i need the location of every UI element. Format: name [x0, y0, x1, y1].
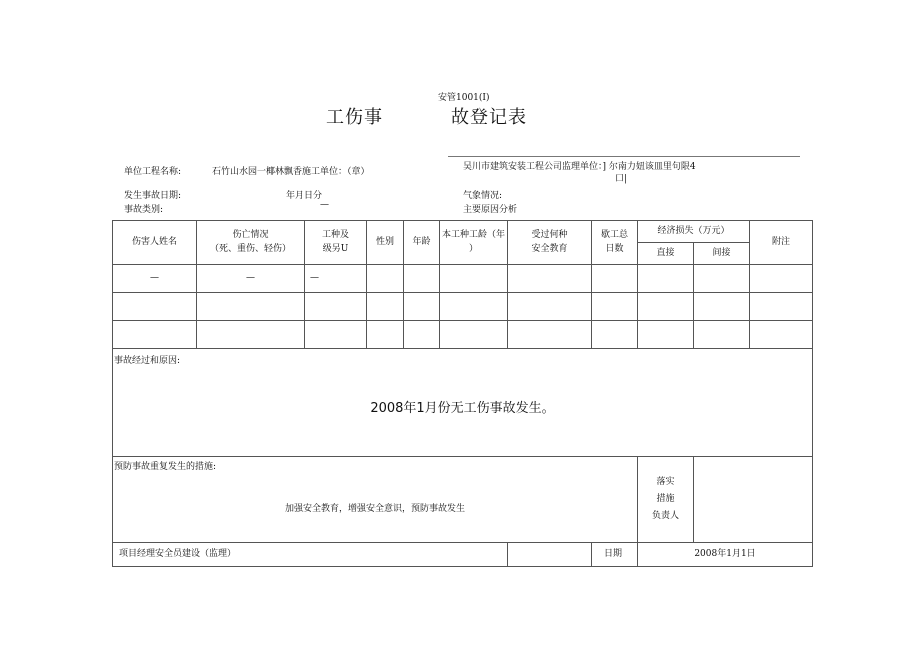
- prevention-text: 加强安全教育，增强安全意识，预防事故发生: [284, 504, 465, 514]
- responsible-cell: 落实 措施 负责人: [638, 457, 694, 543]
- cause-label: 主要原因分析: [463, 205, 518, 215]
- table-row: [113, 265, 813, 293]
- type-value: —: [320, 200, 329, 210]
- header-loss-group: 经济损失（万元）: [638, 221, 750, 243]
- header-trade: 工种及 级另U: [305, 221, 367, 265]
- header-note: 附注: [750, 221, 813, 265]
- project-label: 单位工程名称:: [124, 167, 182, 177]
- header-gender: 性别: [367, 221, 404, 265]
- cell: [113, 293, 197, 321]
- cell: [440, 293, 508, 321]
- date-value: 年月日分: [286, 191, 323, 201]
- supervisor-text: 吴川市建筑安装工程公司监理单位：] 尔南力妞该皿里句限4: [463, 162, 696, 172]
- process-cell: [113, 349, 813, 457]
- cell: [592, 265, 638, 293]
- cell: [197, 321, 305, 349]
- cell: [508, 321, 592, 349]
- process-text: 2008年1月份无工伤事故发生。: [370, 401, 555, 416]
- cell: [638, 265, 694, 293]
- table-row: [113, 293, 813, 321]
- cell: [750, 265, 813, 293]
- date-label: 发生事故日期:: [124, 191, 182, 201]
- cell: [694, 321, 750, 349]
- cell: [638, 293, 694, 321]
- type-label: 事故类别:: [124, 205, 164, 215]
- header-loss-direct: 直接: [638, 243, 694, 265]
- cell: [367, 321, 404, 349]
- footer-signature-cell: [508, 543, 592, 567]
- cell: [367, 293, 404, 321]
- supervisor-text-2: 口|: [615, 174, 628, 184]
- process-label: 事故经过和原因:: [114, 356, 181, 366]
- cell: [305, 293, 367, 321]
- project-value: 石竹山水园一椰林飘香施工单位：（章）: [212, 167, 370, 177]
- cell: [592, 293, 638, 321]
- footer-label-cell: 项目经理安全员建设（监理）: [113, 543, 508, 567]
- footer-date-label-cell: 日期: [592, 543, 638, 567]
- header-seniority: 本工种工龄（年 ）: [440, 221, 508, 265]
- cell: [113, 321, 197, 349]
- cell: [750, 293, 813, 321]
- prevention-label: 预防事故重复发生的措施:: [114, 462, 217, 472]
- cell: [508, 265, 592, 293]
- cell: [694, 265, 750, 293]
- cell: —: [305, 265, 367, 293]
- responsible-value-cell: [694, 457, 813, 543]
- title-left: 工伤事: [326, 107, 383, 128]
- header-name: 伤害人姓名: [113, 221, 197, 265]
- cell: [440, 265, 508, 293]
- cell: —: [113, 265, 197, 293]
- header-training: 受过何种 安全教育: [508, 221, 592, 265]
- form-code: 安管1001(I): [438, 93, 490, 103]
- top-rule: [448, 156, 800, 157]
- prevention-cell: [113, 457, 638, 543]
- cell: [404, 321, 440, 349]
- cell: [197, 293, 305, 321]
- cell: [404, 265, 440, 293]
- table-row: [113, 321, 813, 349]
- cell: [638, 321, 694, 349]
- footer-date-value-cell: 2008年1月1日: [638, 543, 813, 567]
- cell: [750, 321, 813, 349]
- header-loss-indirect: 间接: [694, 243, 750, 265]
- header-age: 年龄: [404, 221, 440, 265]
- accident-table: [112, 220, 813, 567]
- cell: [404, 293, 440, 321]
- header-lost-days: 歇工总 日数: [592, 221, 638, 265]
- title-right: 故登记表: [451, 107, 527, 128]
- cell: [305, 321, 367, 349]
- cell: —: [197, 265, 305, 293]
- cell: [694, 293, 750, 321]
- cell: [367, 265, 404, 293]
- cell: [508, 293, 592, 321]
- cell: [592, 321, 638, 349]
- cell: [440, 321, 508, 349]
- header-injury: 伤亡情况 （死、重伤、轻伤）: [197, 221, 305, 265]
- weather-label: 气象情况:: [463, 191, 503, 201]
